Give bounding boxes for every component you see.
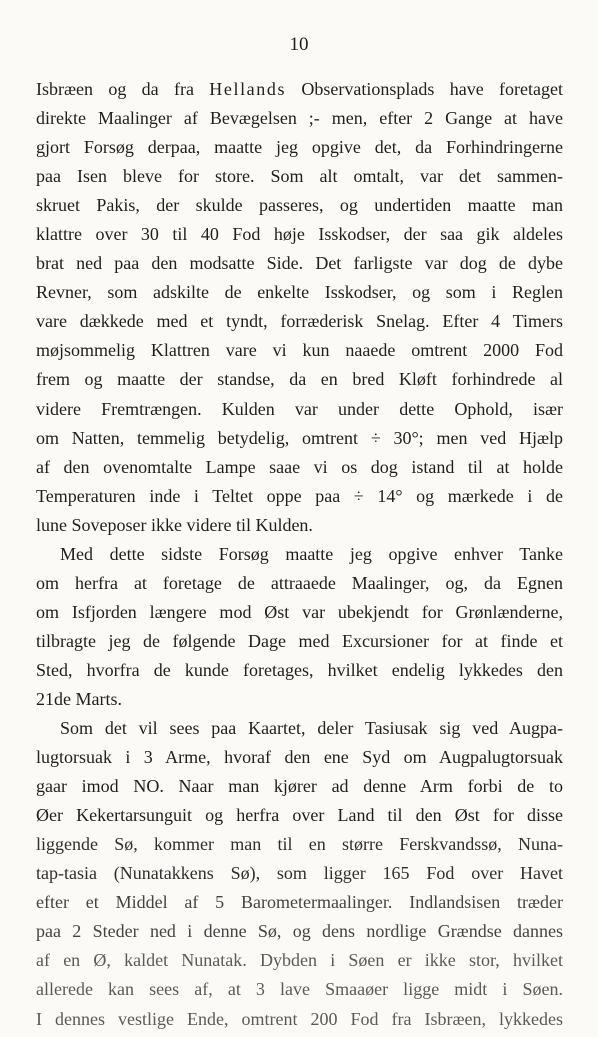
- text-line-7: brat ned paa den modsatte Side. Det farligste var dog de dybe: [36, 253, 563, 274]
- text-line-1: [36, 75, 563, 104]
- text-line-30: paa 2 Steder ned i denne Sø, og dens nordlige Grændse dannes: [36, 921, 563, 942]
- text-line-12: videre Fremtrængen. Kulden var under dette Ophold, især: [36, 398, 563, 419]
- text-line-25: gaar imod NO. Naar man kjører ad denne Arm forbi de to: [36, 776, 563, 797]
- text-line-27: liggende Sø, kommer man til en større Ferskvandssø, Nuna-: [36, 834, 563, 855]
- text-line-8: Revner, som adskilte de enkelte Isskodser, og som i Reglen: [36, 282, 563, 303]
- text-line-9: vare dækkede med et tyndt, forræderisk Snelag. Efter 4 Timers: [36, 311, 563, 332]
- text-line-16: lune Soveposer ikke videre til Kulden.: [36, 514, 313, 535]
- text-line-6: klattre over 30 til 40 Fod høje Isskodser, der saa gik aldeles: [36, 224, 563, 245]
- text-line-21: Sted, hvorfra de kunde foretages, hvilket endelig lykkedes den: [36, 659, 563, 680]
- text-line-13: om Natten, temmelig betydelig, omtrent ÷ 30°; men ved Hjælp: [36, 427, 563, 448]
- text-line-14: af den ovenomtalte Lampe saae vi os dog istand til at holde: [36, 456, 563, 477]
- body-text: [36, 75, 563, 1034]
- text-line-1-end: Observationsplads have foretaget: [286, 79, 563, 99]
- text-line-33: I dennes vestlige Ende, omtrent 200 Fod fra Isbræen, lykkedes: [36, 1008, 563, 1029]
- text-line-2: direkte Maalinger af Bevægelsen ;- men, efter 2 Gange at have: [36, 108, 563, 129]
- text-line-32: allerede kan sees af, at 3 lave Smaaøer ligge midt i Søen.: [36, 979, 563, 1000]
- text-line-19: om Isfjorden længere mod Øst var ubekjendt for Grønlænderne,: [36, 601, 563, 622]
- text-line-31: af en Ø, kaldet Nunatak. Dybden i Søen er ikke stor, hvilket: [36, 950, 563, 971]
- text-line-18: om herfra at foretage de attraaede Maalinger, og, da Egnen: [36, 572, 563, 593]
- text-line-3: gjort Forsøg derpaa, maatte jeg opgive det, da Forhindringerne: [36, 137, 563, 158]
- author-name-spaced: Hellands: [209, 79, 287, 99]
- text-line-23: Som det vil sees paa Kaartet, deler Tasiusak sig ved Augpa-: [60, 718, 563, 739]
- text-line-11: frem og maatte der standse, da en bred Kløft forhindrede al: [36, 369, 563, 390]
- text-line-20: tilbragte jeg de følgende Dage med Excursioner for at finde et: [36, 630, 563, 651]
- text-line-29: efter et Middel af 5 Barometermaalinger. Indlandsisen træder: [36, 892, 563, 913]
- text-line-17: Med dette sidste Forsøg maatte jeg opgive enhver Tanke: [60, 543, 563, 564]
- text-line-26: Øer Kekertarsunguit og herfra over Land til den Øst for disse: [36, 805, 563, 826]
- text-line-22: 21de Marts.: [36, 688, 122, 709]
- text-line-10: møjsommelig Klattren vare vi kun naaede omtrent 2000 Fod: [36, 340, 563, 361]
- text-line-15: Temperaturen inde i Teltet oppe paa ÷ 14° og mærkede i de: [36, 485, 563, 506]
- text-line-5: skruet Pakis, der skulde passeres, og undertiden maatte man: [36, 195, 563, 216]
- text-line-4: paa Isen bleve for store. Som alt omtalt, var det sammen-: [36, 166, 563, 187]
- text-line-24: lugtorsuak i 3 Arme, hvoraf den ene Syd om Augpalugtorsuak: [36, 747, 563, 768]
- page-number: 10: [289, 34, 309, 55]
- text-line-28: tap-tasia (Nunatakkens Sø), som ligger 165 Fod over Havet: [36, 863, 563, 884]
- text-line-1-start: Isbræen og da fra: [36, 79, 210, 99]
